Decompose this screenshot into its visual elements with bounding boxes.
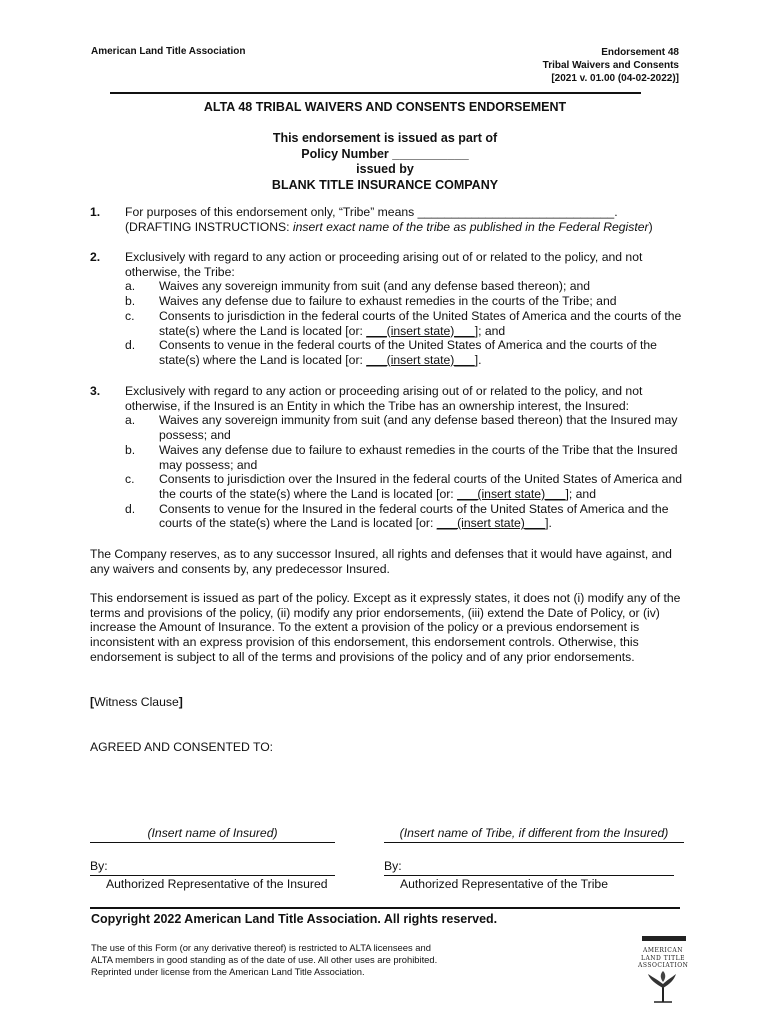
copyright: Copyright 2022 American Land Title Association. All rights reserved. xyxy=(91,912,498,926)
list-item: c. Consents to jurisdiction over the Insured in the federal courts of the United States of America and the courts of the state(s) where the Land is located [or: ___(insert state)___]; and xyxy=(125,472,682,501)
section-2 xyxy=(90,250,685,368)
insured-signature-line xyxy=(90,859,335,876)
issued-line-4: BLANK TITLE INSURANCE COMPANY xyxy=(271,177,499,192)
section-number: 3. xyxy=(90,384,101,398)
by-label: By: xyxy=(90,859,108,873)
header-divider xyxy=(110,92,641,94)
section-number: 1. xyxy=(90,205,101,219)
section-2-intro: Exclusively with regard to any action or proceeding arising out of or related to the policy, and not otherwise, the Tribe: xyxy=(125,250,643,279)
tribe-rep-label: Authorized Representative of the Tribe xyxy=(400,877,608,891)
insert-state-blank: ___(insert state)___ xyxy=(457,486,566,501)
list-item: a. Waives any sovereign immunity from suit (and any defense based thereon) that the Insured may possess; and xyxy=(125,413,678,443)
logo-bar-icon xyxy=(638,936,688,942)
section-1-text: For purposes of this endorsement only, “Tribe” means _____________________________. xyxy=(125,205,618,219)
footer-divider xyxy=(90,907,680,909)
endorsement-version: [2021 v. 01.00 (04-02-2022)] xyxy=(551,73,679,84)
tribe-name-line: (Insert name of Tribe, if different from the Insured) xyxy=(384,826,684,843)
insert-state-blank: ___(insert state)___ xyxy=(366,323,475,338)
list-item: d. Consents to venue for the Insured in the federal courts of the United States of America and the courts of the state(s) where the Land is located [or: ___(insert state)___]. xyxy=(125,501,669,531)
tribe-signature-block xyxy=(384,826,684,891)
document-title: ALTA 48 TRIBAL WAIVERS AND CONSENTS ENDORSEMENT xyxy=(203,100,567,114)
section-number: 2. xyxy=(90,250,101,264)
endorsement-name: Tribal Waivers and Consents xyxy=(542,60,679,71)
paragraph-issued: This endorsement is issued as part of the policy. Except as it expressly states, it does not (i) modify any of the terms and provisions of the policy, (ii) modify any prior endorsements, (iii) extend the Date of Policy, or (iv) increase the Amount of Insurance. To the extent a provision of the policy or a previous endorsement is inconsistent with an express provision of this endorsement, this endorsement controls. Otherwise, this endorsement is subject to all of the terms and provisions of the policy and of any prior endorsements. xyxy=(90,591,681,664)
section-1 xyxy=(90,205,685,234)
insert-state-blank: ___(insert state)___ xyxy=(436,516,546,531)
list-item: a. Waives any sovereign immunity from suit (and any defense based thereon); and xyxy=(125,279,591,294)
tree-emblem-icon xyxy=(638,970,688,1004)
paragraph-reserves: The Company reserves, as to any successor Insured, all rights and defenses that it would have against, and any waivers and consents by, any predecessor Insured. xyxy=(90,547,672,576)
insured-rep-label: Authorized Representative of the Insured xyxy=(106,877,328,891)
issued-line-1: This endorsement is issued as part of xyxy=(272,131,498,145)
tribe-signature-line xyxy=(384,859,674,876)
agreed-consented: AGREED AND CONSENTED TO: xyxy=(90,740,274,754)
insured-name-line: (Insert name of Insured) xyxy=(90,826,335,843)
endorsement-number: Endorsement 48 xyxy=(601,47,679,58)
insured-signature-block xyxy=(90,826,335,891)
issued-line-3: issued by xyxy=(356,162,414,176)
list-item: b. Waives any defense due to failure to exhaust remedies in the courts of the Tribe; and xyxy=(125,294,617,309)
list-item: c. Consents to jurisdiction in the federal courts of the United States of America and the courts of the state(s) where the Land is located [or: ___(insert state)___]; and xyxy=(125,308,682,338)
list-item: b. Waives any defense due to failure to exhaust remedies in the courts of the Tribe that the Insured may possess; and xyxy=(125,442,678,472)
section-3 xyxy=(90,384,685,531)
logo-text: AMERICAN LAND TITLE ASSOCIATION xyxy=(638,947,689,969)
issued-line-2: Policy Number ___________ xyxy=(301,146,469,161)
insert-state-blank: ___(insert state)___ xyxy=(366,352,475,367)
header-organization: American Land Title Association xyxy=(91,46,246,57)
witness-clause: [Witness Clause] xyxy=(90,695,183,709)
section-3-intro: Exclusively with regard to any action or proceeding arising out of or related to the policy, and not otherwise, if the Insured is an Entity in which the Tribe has an ownership interest, the Insured: xyxy=(125,384,643,413)
usage-notice: The use of this Form (or any derivative thereof) is restricted to ALTA licensees and ALTA members in good standing as of the date of use. All other uses are prohibited. Reprinted under license from the American Land Title Association. xyxy=(91,942,438,977)
issued-block xyxy=(0,131,770,193)
by-label: By: xyxy=(384,859,402,873)
drafting-instructions: (DRAFTING INSTRUCTIONS: insert exact name of the tribe as published in the Federal Register) xyxy=(125,219,653,234)
alta-logo xyxy=(638,929,688,999)
list-item: d. Consents to venue in the federal courts of the United States of America and the courts of the state(s) where the Land is located [or: ___(insert state)___]. xyxy=(125,338,657,367)
header-endorsement-info xyxy=(543,46,679,85)
